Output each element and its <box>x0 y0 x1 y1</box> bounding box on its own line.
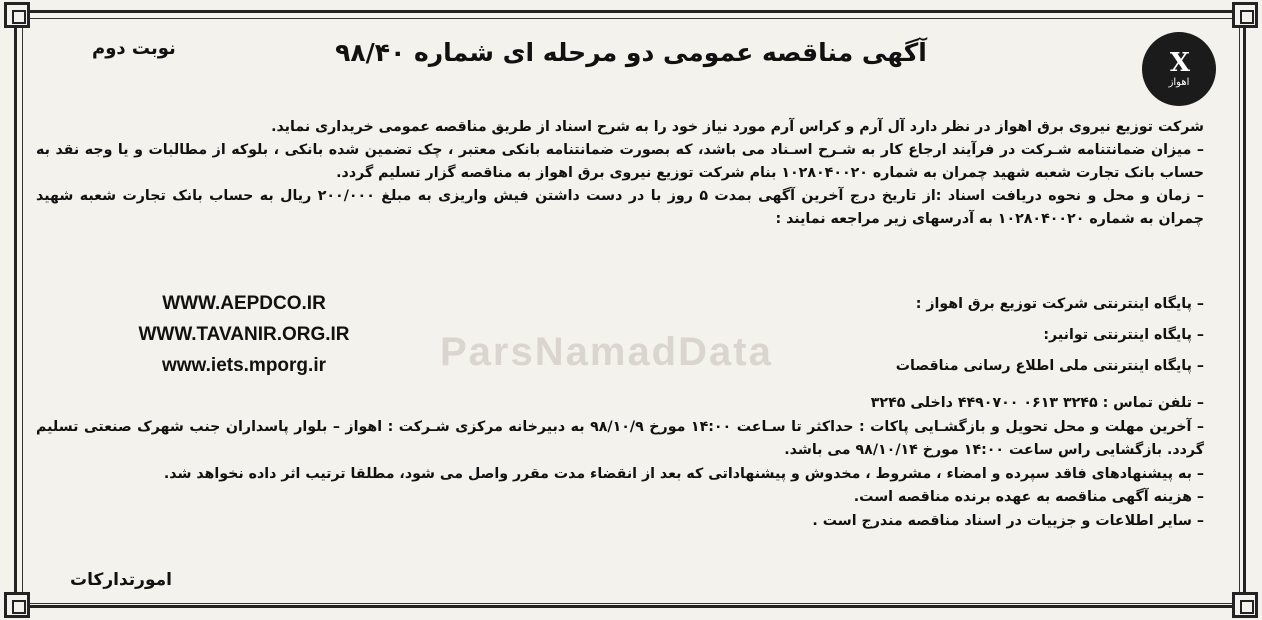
department-signature: امورتدارکات <box>70 570 172 590</box>
watermark: ParsNamadData <box>440 330 773 374</box>
round-label: نوبت دوم <box>92 38 176 59</box>
logo-city: اهواز <box>1168 77 1190 88</box>
phone-line: – تلفن تماس : ۳۲۴۵ ۰۶۱۳ ۴۴۹۰۷۰۰ داخلی ۳۲۴۵ <box>870 395 1204 411</box>
documents-paragraph: – زمان و محل و نحوه دریافت اسناد :از تاریخ درج آخرین آگهی بمدت ۵ روز با در دست داشتن فیش واریزی به مبلغ ۲۰۰/۰۰۰ ریال به حساب بانک تجارت شعبه شهید چمران به شماره ۱۰۲۸۰۴۰۰۲۰ به آدرسهای زیر مراجعه نمایند : <box>36 188 1205 227</box>
website-url[interactable]: www.iets.mporg.ir <box>162 354 326 376</box>
notice-details <box>36 392 1204 533</box>
cost-paragraph: – هزینه آگهی مناقصه به عهده برنده مناقصه است. <box>853 489 1204 505</box>
website-row <box>54 350 1204 381</box>
website-label: – پایگاه اینترنتی توانیر: <box>1043 326 1204 343</box>
deadline-paragraph: – آخرین مهلت و محل تحویل و بازگشـایی پاکات : حداکثر تا سـاعت ۱۴:۰۰ مورخ ۹۸/۱۰/۹ به دبیرخانه مرکزی شـرکت : اهواز – بلوار پاسداران جنب شهرک صنعتی تسلیم گردد. بازگشایی راس ساعت ۱۴:۰۰ مورخ ۹۸/۱۰/۱۴ می باشد. <box>36 418 1205 458</box>
intro-paragraph: شرکت توزیع نیروی برق اهواز در نظر دارد آل آرم و کراس آرم مورد نیاز خود را به شرح اسناد از طریق مناقصه عمومی خریداری نماید. <box>271 119 1204 135</box>
company-logo <box>1142 32 1216 106</box>
corner-ornament-top-right <box>1232 2 1258 28</box>
website-label: – پایگاه اینترنتی ملی اطلاع رسانی مناقصات <box>895 357 1204 374</box>
website-row <box>54 288 1204 319</box>
corner-ornament-top-left <box>4 2 30 28</box>
guarantee-paragraph: – میزان ضمانتنامه شـرکت در فرآیند ارجاع کار به شـرح اسـناد می باشد، که بصورت ضمانتنامه بانکی معتبر ، چک تضمین شده بانکی ، بلوکه از مطالبات و یا وجه نقد به حساب بانک تجارت شعبه شهید چمران به شماره ۱۰۲۸۰۴۰۰۲۰ بنام شرکت توزیع نیروی برق اهواز به مناقصه گزار تسلیم گردد. <box>36 142 1204 181</box>
notice-title: آگهی مناقصه عمومی دو مرحله ای شماره ۹۸/۴۰ <box>335 38 927 67</box>
logo-mark-icon: X <box>1169 48 1189 78</box>
website-row <box>54 319 1204 350</box>
website-label: – پایگاه اینترنتی شرکت توزیع برق اهواز : <box>915 295 1204 312</box>
corner-ornament-bottom-right <box>1232 592 1258 618</box>
notice-body <box>36 116 1204 231</box>
website-url[interactable]: WWW.TAVANIR.ORG.IR <box>138 323 350 345</box>
website-list <box>54 288 1204 381</box>
website-url[interactable]: WWW.AEPDCO.IR <box>162 292 326 314</box>
corner-ornament-bottom-left <box>4 592 30 618</box>
invalid-bids-paragraph: – به پیشنهادهای فاقد سپرده و امضاء ، مشروط ، مخدوش و پیشنهاداتی که بعد از انقضاء مدت مقرر واصل می شود، مطلقا ترتیب اثر داده نخواهد شد. <box>163 465 1204 482</box>
other-info-paragraph: – سایر اطلاعات و جزییات در اسناد مناقصه مندرج است . <box>812 512 1204 529</box>
